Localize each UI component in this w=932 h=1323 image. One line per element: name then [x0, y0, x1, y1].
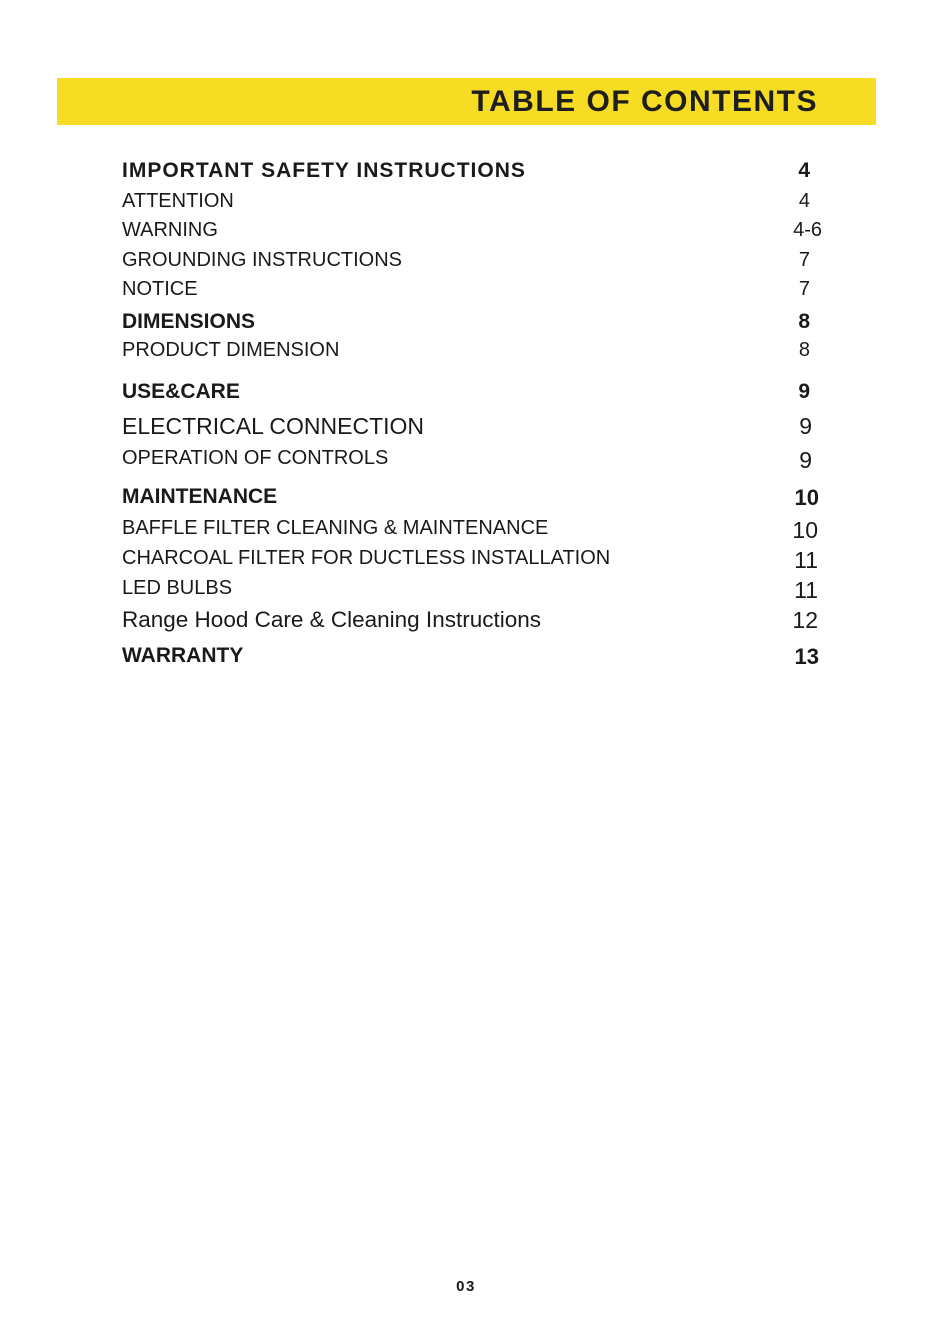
toc-label: IMPORTANT SAFETY INSTRUCTIONS — [122, 159, 526, 182]
page-title: TABLE OF CONTENTS — [471, 85, 818, 118]
toc-page-number: 11 — [794, 547, 818, 573]
header-bar — [57, 78, 876, 125]
toc-label: PRODUCT DIMENSION — [122, 339, 340, 361]
toc-page-number: 8 — [798, 339, 810, 361]
toc-page-number: 10 — [792, 517, 818, 543]
toc-label: WARNING — [122, 219, 218, 241]
toc-label: MAINTENANCE — [122, 485, 278, 508]
toc-page-number: 4-6 — [793, 219, 822, 241]
toc-page-number: 8 — [798, 310, 810, 333]
toc-page-number: 9 — [799, 447, 812, 473]
toc-page-number: 9 — [798, 380, 810, 403]
toc-page-number: 7 — [798, 278, 810, 300]
toc-label: DIMENSIONS — [122, 310, 256, 333]
toc-page-number: 7 — [798, 249, 810, 271]
toc-page-number: 11 — [794, 577, 818, 603]
toc-page-number: 13 — [794, 644, 819, 669]
toc-label: BAFFLE FILTER CLEANING & MAINTENANCE — [122, 517, 549, 539]
toc-label: GROUNDING INSTRUCTIONS — [122, 249, 402, 271]
page-number: 03 — [456, 1278, 476, 1295]
toc-page-number: 4 — [798, 190, 810, 212]
toc-page-number: 12 — [792, 607, 818, 633]
toc-label: Range Hood Care & Cleaning Instructions — [122, 607, 541, 632]
toc-page-number: 10 — [794, 485, 819, 510]
toc-label: CHARCOAL FILTER FOR DUCTLESS INSTALLATION — [122, 547, 611, 569]
toc-label: NOTICE — [122, 278, 198, 300]
toc-label: OPERATION OF CONTROLS — [122, 447, 389, 469]
toc-label: LED BULBS — [122, 577, 233, 599]
toc-page-number: 4 — [798, 159, 810, 182]
toc-page-number: 9 — [799, 413, 812, 439]
toc-label: USE&CARE — [122, 380, 240, 403]
toc-label: ATTENTION — [122, 190, 234, 212]
toc-label: ELECTRICAL CONNECTION — [122, 413, 425, 439]
toc-label: WARRANTY — [122, 644, 244, 667]
